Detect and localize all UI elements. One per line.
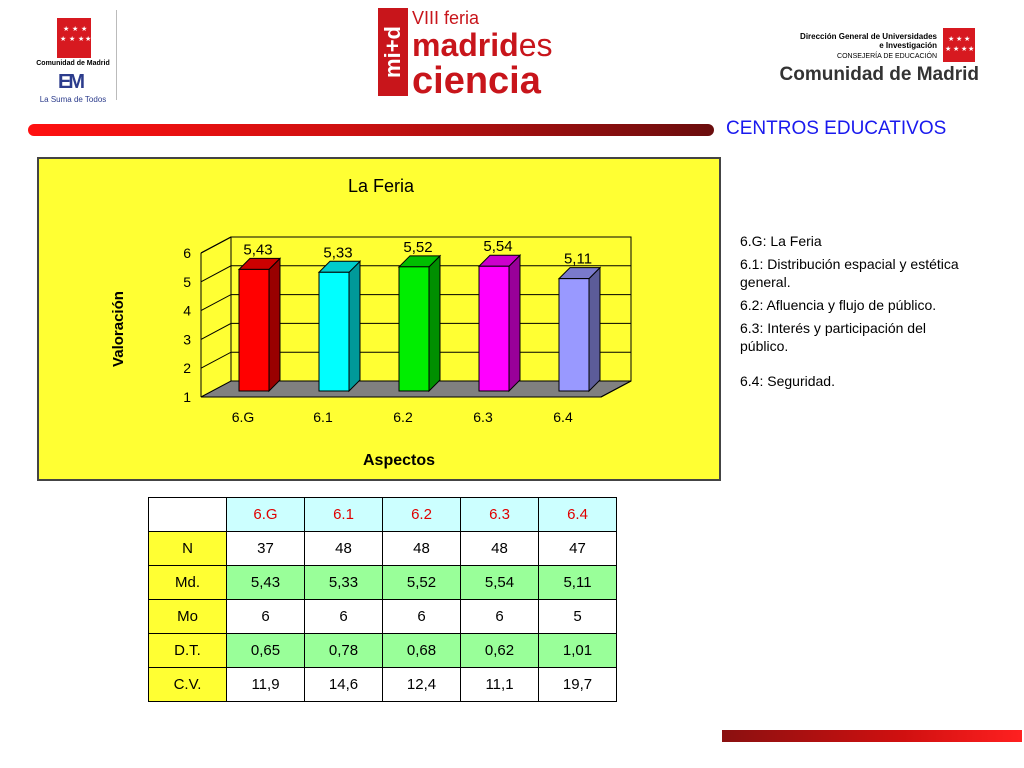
table-cell: 5,11 — [539, 566, 617, 600]
section-title: CENTROS EDUCATIVOS — [726, 118, 947, 139]
comunidad-madrid-logo-left — [28, 10, 118, 102]
bar-side — [269, 258, 280, 391]
logo-vertical-text: mi+d — [380, 26, 405, 78]
left-logo-tagline: La Suma de Todos — [39, 95, 107, 104]
x-tick-label: 6.1 — [313, 409, 333, 425]
table-cell: 12,4 — [383, 668, 461, 702]
table-cell: 0,68 — [383, 634, 461, 668]
x-tick-label: 6.4 — [553, 409, 573, 425]
y-tick-label: 6 — [183, 245, 191, 261]
table-cell: 5,43 — [227, 566, 305, 600]
right-logo-line-3: CONSEJERÍA DE EDUCACIÓN — [837, 53, 937, 60]
table-cell: 6 — [227, 600, 305, 634]
logo-line-ciencia: ciencia — [412, 60, 541, 102]
table-cell: 0,78 — [305, 634, 383, 668]
right-logo-line-4: Comunidad de Madrid — [779, 64, 979, 85]
table-cell: 0,65 — [227, 634, 305, 668]
table-cell: 47 — [539, 532, 617, 566]
comunidad-madrid-logo-right — [745, 24, 985, 94]
decorative-red-bar-top — [28, 124, 714, 136]
bar-6.2 — [399, 267, 429, 391]
x-tick-label: 6.2 — [393, 409, 413, 425]
table-cell: 5 — [539, 600, 617, 634]
data-label: 5,33 — [323, 244, 353, 262]
table-cell: 11,9 — [227, 668, 305, 702]
logo-line-madrid — [412, 28, 552, 62]
bar-chart — [39, 159, 719, 479]
table-header-row — [149, 498, 617, 532]
table-corner-cell — [149, 498, 227, 532]
table-cell: 5,52 — [383, 566, 461, 600]
row-label: C.V. — [149, 668, 227, 702]
feria-madrid-ciencia-logo — [378, 8, 578, 100]
bar-side — [349, 261, 360, 391]
row-label: Mo — [149, 600, 227, 634]
legend-item-62: 6.2: Afluencia y flujo de público. — [740, 297, 937, 313]
table-cell: 1,01 — [539, 634, 617, 668]
aspect-legend — [740, 232, 970, 395]
bar-6.G — [239, 269, 269, 391]
table-cell: 19,7 — [539, 668, 617, 702]
table-cell: 0,62 — [461, 634, 539, 668]
madrid-flag-icon: ★ ★ ★ ★ ★ ★ ★ — [57, 18, 91, 58]
x-tick-label: 6.G — [231, 409, 255, 425]
table-cell: 48 — [305, 532, 383, 566]
table-cell: 5,54 — [461, 566, 539, 600]
table-row-mo — [149, 600, 617, 634]
right-logo-line-1: Dirección General de Universidades — [800, 32, 937, 41]
table-cell: 14,6 — [305, 668, 383, 702]
logo-word-es: es — [518, 27, 553, 63]
x-axis-title: Aspectos — [362, 452, 436, 469]
table-row-n — [149, 532, 617, 566]
bar-6.4 — [559, 279, 589, 391]
logo-line-edition: VIII feria — [412, 8, 480, 28]
right-logo-line-2: e Investigación — [879, 41, 937, 50]
y-tick-label: 2 — [183, 360, 191, 377]
logo-separator — [116, 10, 117, 100]
data-label: 5,43 — [243, 241, 273, 259]
chart-title: La Feria — [347, 176, 415, 196]
row-label: N — [149, 532, 227, 566]
table-row-md — [149, 566, 617, 600]
y-axis-top-edge — [201, 237, 231, 253]
bar-6.1 — [319, 272, 349, 391]
legend-item-6g: 6.G: La Feria — [740, 233, 822, 249]
col-header-62: 6.2 — [383, 498, 461, 532]
chart-panel — [37, 157, 721, 481]
col-header-63: 6.3 — [461, 498, 539, 532]
y-tick-label: 1 — [183, 389, 191, 405]
table-cell: 6 — [383, 600, 461, 634]
table-cell: 6 — [305, 600, 383, 634]
x-tick-label: 6.3 — [473, 409, 493, 425]
table-cell: 5,33 — [305, 566, 383, 600]
bar-side — [509, 255, 520, 391]
table-row-cv — [149, 668, 617, 702]
row-label: D.T. — [149, 634, 227, 668]
col-header-61: 6.1 — [305, 498, 383, 532]
y-tick-label: 5 — [183, 273, 191, 290]
y-tick-label: 4 — [183, 302, 191, 319]
legend-item-63: 6.3: Interés y participación del público. — [740, 320, 926, 354]
data-label: 5,52 — [403, 238, 433, 256]
data-label: 5,11 — [563, 250, 593, 268]
col-header-6g: 6.G — [227, 498, 305, 532]
row-label: Md. — [149, 566, 227, 600]
bar-6.3 — [479, 266, 509, 391]
table-cell: 6 — [461, 600, 539, 634]
data-label: 5,54 — [483, 238, 513, 256]
table-cell: 11,1 — [461, 668, 539, 702]
table-cell: 37 — [227, 532, 305, 566]
bar-side — [429, 256, 440, 391]
table-row-dt — [149, 634, 617, 668]
bar-side — [589, 268, 600, 391]
y-axis-title: Valoración — [110, 291, 127, 367]
table-cell: 48 — [383, 532, 461, 566]
y-tick-label: 3 — [183, 331, 191, 348]
col-header-64: 6.4 — [539, 498, 617, 532]
left-logo-org-name: Comunidad de Madrid — [36, 60, 110, 67]
legend-item-61: 6.1: Distribución espacial y estética general. — [740, 256, 959, 290]
statistics-table — [148, 497, 617, 702]
table-cell: 48 — [461, 532, 539, 566]
em-mark-icon: EM — [58, 71, 82, 93]
logo-word-madrid: madrid — [412, 27, 519, 63]
decorative-red-bar-bottom — [722, 730, 1022, 742]
madrid-flag-icon-right: ★ ★ ★ ★ ★ ★ ★ — [943, 28, 975, 62]
legend-item-64: 6.4: Seguridad. — [740, 373, 835, 389]
